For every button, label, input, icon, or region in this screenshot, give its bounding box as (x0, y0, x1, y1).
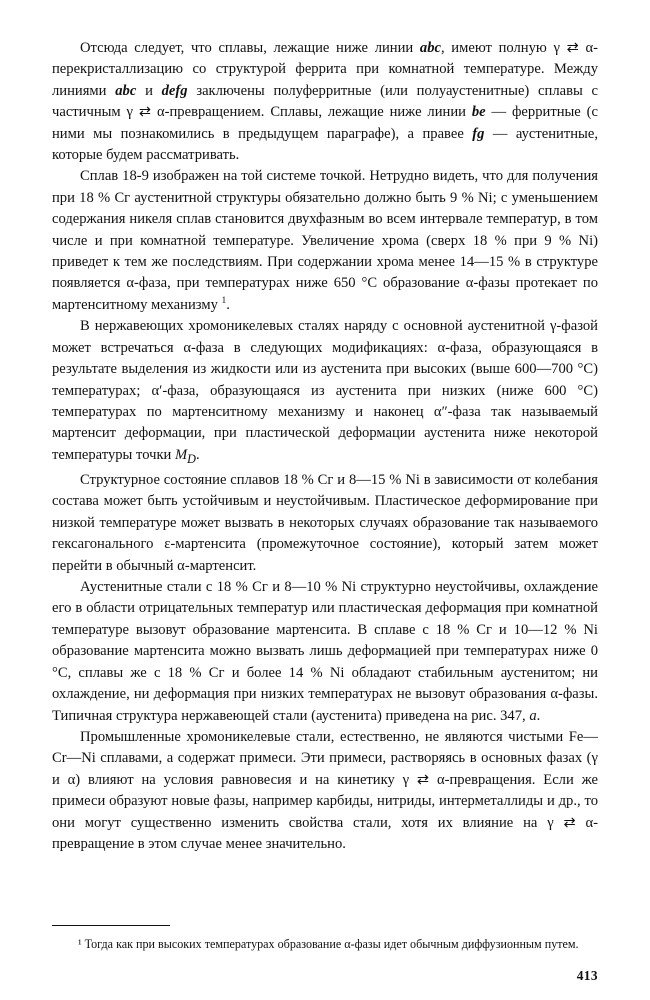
footnote-text: ¹ Тогда как при высоких температурах образование α-фазы идет обычным диффузионным путем. (78, 937, 579, 951)
figure-ref-a: а (529, 707, 537, 724)
paragraph-6: Промышленные хромоникелевые стали, естественно, не являются чистыми Fe—Сr—Ni сплавами, а содержат примеси. Эти примеси, растворяясь в основных фазах (γ и α) влияют на условия равновесия и на кинетику γ ⇄ α-превращения. Если же примеси образуют новые фазы, например карбиды, нитриды, интерметаллиды и др., то они могут существенно изменить свойства стали, хотя их влияние на γ ⇄ α-превращение в этом случае менее значительно. (52, 728, 598, 852)
paragraph-4: Структурное состояние сплавов 18 % Сг и 8—15 % Ni в зависимости от колебания состава может быть устойчивым и неустойчивым. Пластическое деформирование при низкой температуре может вызвать в некоторых случаях образование так называемого гексагонального ε-мартенсита (промежуточное состояние), который затем может перейти в обычный α-мартенсит. (52, 472, 598, 574)
footnote-divider (52, 925, 170, 926)
term-fg: fg (472, 125, 485, 142)
footnote-marker: 1 (221, 296, 227, 307)
footnote-block (52, 935, 598, 953)
page-number: 413 (576, 968, 598, 983)
term-abc-2: abc (115, 82, 137, 99)
term-abc: abc (419, 40, 441, 56)
paragraph-3: В нержавеющих хромоникелевых сталях наряду с основной аустенитной γ-фазой может встречаться α-фаза в следующих модификациях: α-фаза, образующаяся в результате выделения из жидкости или из аустенита при высоких (выше 600—700 °С) температурах; α′-фаза, образующаяся из аустенита при низких (ниже 600 °С) температурах по мартенситному механизму и наконец α″-фаза так называемый мартенсит деформации, при пластической деформации аустенита ниже некоторой температуры точки $M_D$. (52, 318, 598, 466)
term-be: be (471, 104, 486, 121)
paragraph-1: Отсюда следует, что сплавы, лежащие ниже линии abc, имеют полную γ ⇄ α-перекристаллизацию со структурой феррита при комнатной температуре. Между линиями abc и defg заключены полуферритные (или полуаустенитные) сплавы с частичным γ ⇄ α-превращением. Сплавы, лежащие ниже линии be — ферритные (с ними мы познакомились в предыдущем параграфе), а правее fg — аустенитные, которые будем рассматривать. (52, 40, 598, 164)
term-md: $M_D$ (175, 446, 196, 466)
paragraph-5: Аустенитные стали с 18 % Сг и 8—10 % Ni структурно неустойчивы, охлаждение его в области отрицательных температур или пластическая деформация при комнатной температуре вызовут образование мартенсита. В сплаве с 18 % Сг и 10—12 % Ni образование мартенсита можно вызвать лишь деформацией при температурах ниже 0 °С, сплавы же с 18 % Сг и более 14 % Ni обладают стабильным аустенитом; ни охлаждение, ни деформация при низких температурах не вызовут образования α-фазы. Типичная структура нержавеющей стали (аустенита) приведена на рис. 347, а. (52, 579, 598, 724)
paragraph-2: Сплав 18-9 изображен на той системе точкой. Нетрудно видеть, что для получения при 18 % Сг аустенитной структуры обязательно должно быть 9 % Ni; с уменьшением содержания никеля сплав становится двухфазным во всем интервале температур, в том числе и при комнатной температуре. Увеличение хрома (сверх 18 % при 9 % Ni) приведет к тем же последствиям. При содержании хрома менее 14—15 % в структуре появляется α-фаза, при температурах ниже 650 °С образование α-фазы протекает по мартенситному механизму $^1$. (52, 168, 598, 313)
term-defg: defg (161, 82, 188, 99)
body-text-column (52, 38, 598, 855)
